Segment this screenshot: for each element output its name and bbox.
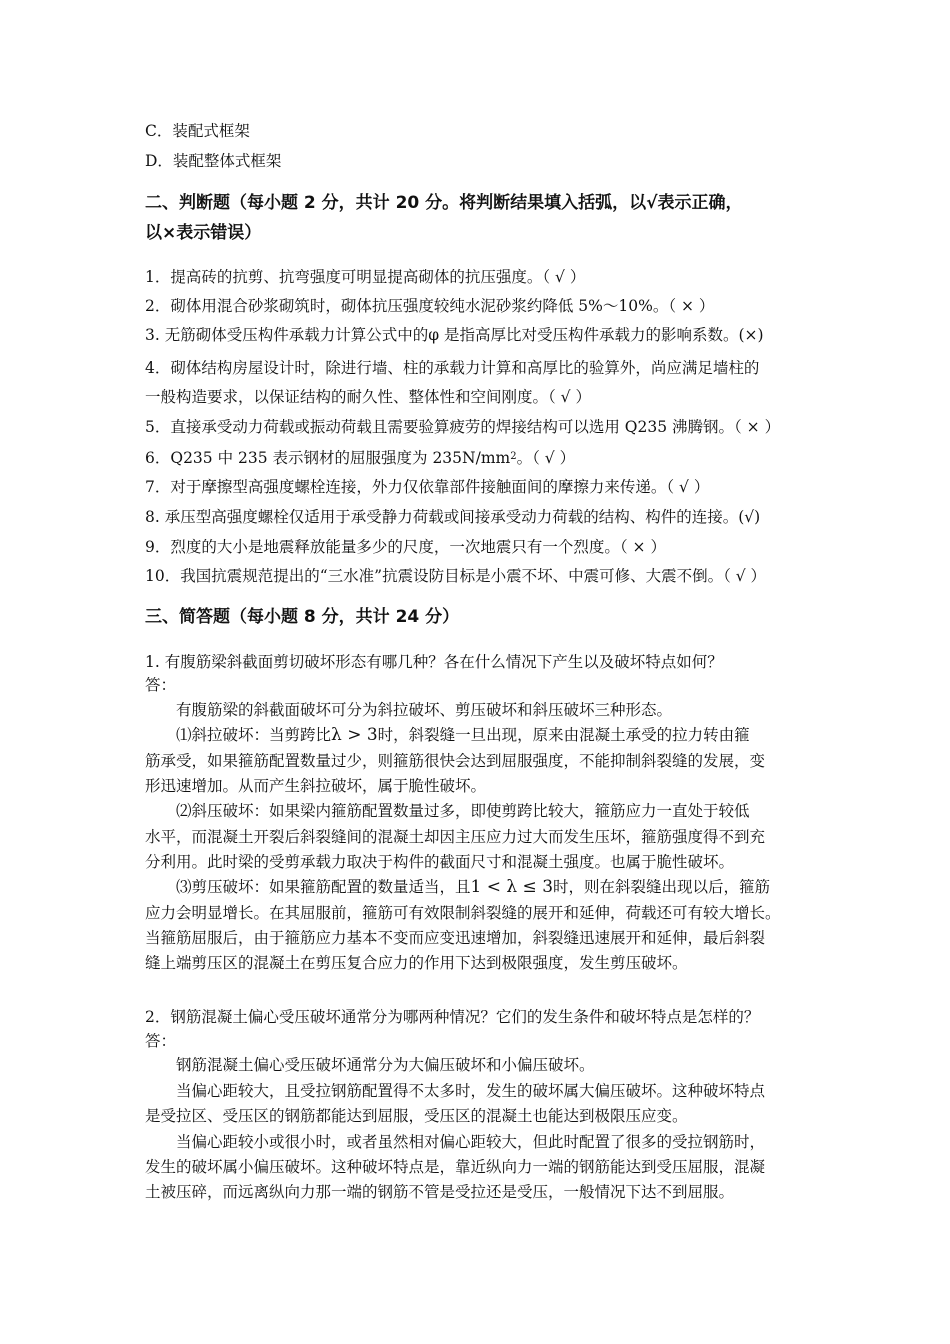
judge-item-3: 3. 无筋砌体受压构件承载力计算公式中的φ 是指高厚比对受压构件承载力的影响系数。(×) bbox=[145, 326, 764, 344]
unit-superscript: 2 bbox=[510, 451, 517, 462]
section2-heading-line1: 二、判断题（每小题 2 分，共计 20 分。将判断结果填入括弧，以√表示正确， bbox=[145, 193, 743, 213]
q1-intro: 有腹筋梁的斜截面破坏可分为斜拉破坏、剪压破坏和斜压破坏三种形态。 bbox=[176, 701, 673, 719]
section2-heading-line2: 以×表示错误） bbox=[145, 223, 262, 243]
option-c: C．装配式框架 bbox=[145, 122, 250, 140]
judge-item-7: 7．对于摩擦型高强度螺栓连接，外力仅依靠部件接触面间的摩擦力来传递。（ √ ） bbox=[145, 478, 710, 496]
q1-p3-line1 bbox=[176, 877, 770, 897]
judge-item-6-tail: 。（ √ ） bbox=[516, 449, 576, 467]
q1-p3-formula: 1 < λ ≤ 3 bbox=[470, 877, 554, 897]
q1-p1-a: ⑴斜拉破坏：当剪跨比 bbox=[176, 726, 332, 744]
judge-item-4-line1: 4．砌体结构房屋设计时，除进行墙、柱的承载力计算和高厚比的验算外，尚应满足墙柱的 bbox=[145, 359, 760, 377]
q2-p2-line2: 发生的破坏属小偏压破坏。这种破坏特点是，靠近纵向力一端的钢筋能达到受压屈服，混凝 bbox=[145, 1158, 766, 1176]
q1-p1-line3: 形迅速增加。从而产生斜拉破坏，属于脆性破坏。 bbox=[145, 777, 487, 795]
q1-p3-a: ⑶剪压破坏：如果箍筋配置的数量适当，且 bbox=[176, 878, 471, 896]
q1-p3-line2: 应力会明显增长。在其屈服前，箍筋可有效限制斜裂缝的展开和延伸，荷载还可有较大增长。 bbox=[145, 904, 781, 922]
q1-p2-line3: 分利用。此时梁的受剪承载力取决于构件的截面尺寸和混凝土强度。也属于脆性破坏。 bbox=[145, 853, 735, 871]
q2-p1-line2: 是受拉区、受压区的钢筋都能达到屈服，受压区的混凝土也能达到极限压应变。 bbox=[145, 1107, 688, 1125]
q1-question: 1. 有腹筋梁斜截面剪切破坏形态有哪几种？各在什么情况下产生以及破坏特点如何？ bbox=[145, 653, 723, 671]
option-d: D．装配整体式框架 bbox=[145, 152, 282, 170]
q1-p1-line1 bbox=[176, 725, 750, 745]
q2-intro: 钢筋混凝土偏心受压破坏通常分为大偏压破坏和小偏压破坏。 bbox=[176, 1056, 595, 1074]
q1-p2-line1: ⑵斜压破坏：如果梁内箍筋配置数量过多，即使剪跨比较大，箍筋应力一直处于较低 bbox=[176, 802, 750, 820]
q2-answer-label: 答： bbox=[145, 1032, 177, 1050]
judge-item-6-text: 6．Q235 中 235 表示钢材的屈服强度为 235N/mm bbox=[145, 449, 511, 467]
q2-p2-line1: 当偏心距较小或很小时，或者虽然相对偏心距较大，但此时配置了很多的受拉钢筋时， bbox=[176, 1133, 766, 1151]
judge-item-6 bbox=[145, 447, 575, 468]
q1-p2-line2: 水平，而混凝土开裂后斜裂缝间的混凝土却因主压应力过大而发生压坏，箍筋强度得不到充 bbox=[145, 828, 766, 846]
q1-p3-line3: 当箍筋屈服后，由于箍筋应力基本不变而应变迅速增加，斜裂缝迅速展开和延伸，最后斜裂 bbox=[145, 929, 766, 947]
judge-item-5: 5．直接承受动力荷载或振动荷载且需要验算疲劳的焊接结构可以选用 Q235 沸腾钢。（ × ） bbox=[145, 418, 781, 436]
judge-item-10: 10．我国抗震规范提出的“三水准”抗震设防目标是小震不坏、中震可修、大震不倒。（ √ ） bbox=[145, 567, 767, 585]
q1-p3-line4: 缝上端剪压区的混凝土在剪压复合应力的作用下达到极限强度，发生剪压破坏。 bbox=[145, 954, 688, 972]
judge-item-9: 9．烈度的大小是地震释放能量多少的尺度，一次地震只有一个烈度。（ × ） bbox=[145, 538, 666, 556]
q1-p1-line2: 筋承受，如果箍筋配置数量过少，则箍筋很快会达到屈服强度，不能抑制斜裂缝的发展，变 bbox=[145, 752, 766, 770]
q2-question: 2．钢筋混凝土偏心受压破坏通常分为哪两种情况？它们的发生条件和破坏特点是怎样的？ bbox=[145, 1008, 760, 1026]
q1-answer-label: 答： bbox=[145, 676, 177, 694]
q1-p1-b: 时，斜裂缝一旦出现，原来由混凝土承受的拉力转由箍 bbox=[377, 726, 750, 744]
judge-item-1: 1．提高砖的抗剪、抗弯强度可明显提高砌体的抗压强度。（ √ ） bbox=[145, 268, 586, 286]
q1-p3-b: 时，则在斜裂缝出现以后，箍筋 bbox=[553, 878, 771, 896]
judge-item-2: 2．砌体用混合砂浆砌筑时，砌体抗压强度较纯水泥砂浆约降低 5%～10%。（ × ） bbox=[145, 297, 715, 315]
q1-p1-formula: λ > 3 bbox=[331, 725, 378, 745]
q2-p2-line3: 土被压碎，而远离纵向力那一端的钢筋不管是受拉还是受压，一般情况下达不到屈服。 bbox=[145, 1183, 735, 1201]
q2-p1-line1: 当偏心距较大，且受拉钢筋配置得不太多时，发生的破坏属大偏压破坏。这种破坏特点 bbox=[176, 1082, 766, 1100]
judge-item-4-line2: 一般构造要求，以保证结构的耐久性、整体性和空间刚度。（ √ ） bbox=[145, 388, 591, 406]
section3-heading: 三、简答题（每小题 8 分，共计 24 分） bbox=[145, 607, 460, 627]
judge-item-8: 8. 承压型高强度螺栓仅适用于承受静力荷载或间接承受动力荷载的结构、构件的连接。(√) bbox=[145, 508, 761, 526]
